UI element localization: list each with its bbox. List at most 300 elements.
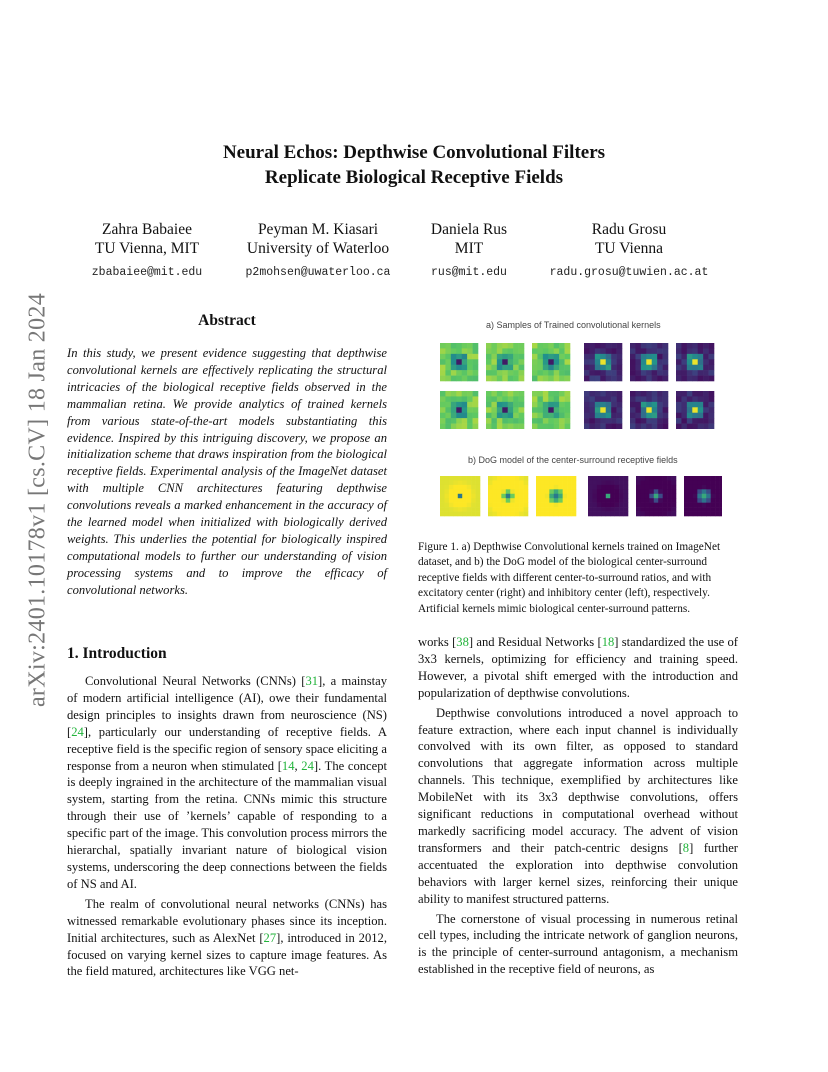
citation-link[interactable]: 24 <box>71 724 84 739</box>
dog-pixel <box>471 507 476 512</box>
dog-pixel <box>615 476 620 481</box>
kernel-pixel <box>698 370 704 376</box>
dog-pixel <box>558 480 563 485</box>
dog-pixel <box>672 489 677 494</box>
kernel-pixel <box>606 354 612 360</box>
kernel-pixel <box>641 396 647 402</box>
dog-pixel <box>524 507 529 512</box>
kernel-pixel <box>663 348 669 354</box>
kernel-pixel <box>508 418 514 424</box>
dog-pixel <box>597 512 602 517</box>
kernel-pixel <box>635 376 641 382</box>
citation-link[interactable]: 27 <box>263 930 277 945</box>
citation-link[interactable]: 31 <box>305 674 319 688</box>
citation-link[interactable]: 14 <box>281 758 295 773</box>
dog-pixel <box>654 498 659 503</box>
kernel-pixel <box>595 348 601 354</box>
kernel-pixel <box>600 418 606 424</box>
dog-pixel <box>615 489 620 494</box>
kernel-pixel <box>630 424 636 429</box>
kernel-pixel <box>508 391 514 397</box>
kernel-pixel <box>646 343 652 349</box>
dog-pixel <box>476 489 481 494</box>
kernel-pixel <box>692 370 698 376</box>
dog-pixel <box>558 494 563 499</box>
dog-pixel <box>654 489 659 494</box>
dog-pixel <box>492 480 497 485</box>
kernel-pixel <box>519 359 525 365</box>
kernel-pixel <box>473 370 479 376</box>
kernel-pixel <box>600 424 606 429</box>
kernel-pixel <box>703 365 709 371</box>
dog-pixel <box>597 507 602 512</box>
dog-pixel <box>601 476 606 481</box>
dog-pixel <box>545 507 550 512</box>
kernel-pixel <box>646 396 652 402</box>
dog-pixel <box>697 503 702 508</box>
dog-pixel <box>706 489 711 494</box>
kernel-pixel <box>606 407 612 413</box>
kernel-pixel <box>456 396 462 402</box>
dog-pixel <box>697 507 702 512</box>
dog-pixel <box>684 503 689 508</box>
dog-pixel <box>540 476 545 481</box>
kernel-pixel <box>445 402 451 408</box>
kernel-pixel <box>617 343 623 349</box>
kernel-pixel <box>486 418 492 424</box>
dog-pixel <box>458 512 463 517</box>
dog-pixel <box>654 507 659 512</box>
dog-pixel <box>519 507 524 512</box>
kernel-pixel <box>445 418 451 424</box>
dog-pixel <box>488 507 493 512</box>
dog-pixel <box>545 494 550 499</box>
dog-pixel <box>440 507 445 512</box>
dog-pixel <box>588 476 593 481</box>
kernel-pixel <box>681 407 687 413</box>
dog-pixel <box>663 485 668 490</box>
kernel-pixel <box>537 402 543 408</box>
dog-pixel <box>693 512 698 517</box>
dog-pixel <box>444 498 449 503</box>
dog-pixel <box>697 489 702 494</box>
kernel-pixel <box>451 359 457 365</box>
dog-pixel <box>693 476 698 481</box>
dog-pixel <box>592 480 597 485</box>
title-line-1: Neural Echos: Depthwise Convolutional Filters <box>222 142 606 163</box>
dog-pixel <box>554 512 559 517</box>
dog-pixel <box>440 485 445 490</box>
kernel-pixel <box>554 396 560 402</box>
kernel-pixel <box>473 391 479 397</box>
kernel-pixel <box>584 424 590 429</box>
dog-pixel <box>697 485 702 490</box>
dog-pixel <box>449 485 454 490</box>
figure-caption: Figure 1. a) Depthwise Convolutional kernels trained on ImageNet dataset, and b) the DoG model of the biological center-surround receptive fields with different center-to-surround ratios, and with excitatory center (right) and inhibitory center (left), respectively. Artificial kernels mimic biological center-surround patterns. <box>418 541 721 615</box>
kernel-pixel <box>635 402 641 408</box>
kernel-pixel <box>445 359 451 365</box>
dog-pixel <box>524 476 529 481</box>
kernel-pixel <box>456 424 462 429</box>
kernel-pixel <box>606 402 612 408</box>
kernel-pixel <box>532 407 538 413</box>
arxiv-identifier-text: arXiv:2401.10178v1 [cs.CV] 18 Jan 2024 <box>24 292 51 708</box>
dog-pixel <box>515 485 520 490</box>
dog-pixel <box>640 494 645 499</box>
dog-pixel <box>497 503 502 508</box>
dog-pixel <box>572 503 577 508</box>
kernel-pixel <box>462 402 468 408</box>
citation-link[interactable]: 8 <box>682 840 690 855</box>
dog-pixel <box>563 494 568 499</box>
kernel-pixel <box>709 365 715 371</box>
citation-link[interactable]: 38 <box>456 635 469 649</box>
kernel-pixel <box>709 413 715 419</box>
dog-pixel <box>563 503 568 508</box>
dog-pixel <box>693 498 698 503</box>
kernel-pixel <box>703 424 709 429</box>
kernel-pixel <box>600 365 606 371</box>
dog-pixel <box>649 503 654 508</box>
kernel-pixel <box>440 396 446 402</box>
kernel-pixel <box>554 418 560 424</box>
dog-pixel <box>619 476 624 481</box>
dog-pixel <box>697 498 702 503</box>
kernel-pixel <box>600 396 606 402</box>
kernel-pixel <box>440 424 446 429</box>
dog-pixel <box>624 494 629 499</box>
kernel-pixel <box>698 424 704 429</box>
kernel-pixel <box>635 343 641 349</box>
kernel-pixel <box>473 418 479 424</box>
dog-pixel <box>453 503 458 508</box>
dog-pixel <box>506 489 511 494</box>
kernel-pixel <box>462 391 468 397</box>
dog-pixel <box>649 476 654 481</box>
kernel-pixel <box>698 396 704 402</box>
dog-pixel <box>536 480 541 485</box>
kernel-pixel <box>559 370 565 376</box>
dog-pixel <box>588 498 593 503</box>
kernel-pixel <box>652 396 658 402</box>
dog-pixel <box>515 480 520 485</box>
kernel-pixel <box>652 391 658 397</box>
section-heading-introduction: 1. Introduction <box>67 645 167 662</box>
author-email[interactable]: radu.grosu@tuwien.ac.at <box>549 266 709 279</box>
kernel-pixel <box>532 343 538 349</box>
kernel-pixel <box>606 343 612 349</box>
kernel-pixel <box>497 413 503 419</box>
dog-pixel <box>684 476 689 481</box>
dog-pixel <box>467 489 472 494</box>
kernel-pixel <box>554 391 560 397</box>
kernel-pixel <box>617 396 623 402</box>
kernel-pixel <box>652 343 658 349</box>
dog-pixel <box>515 494 520 499</box>
kernel-pixel <box>617 354 623 360</box>
kernel-pixel <box>687 354 693 360</box>
dog-pixel <box>601 512 606 517</box>
kernel-pixel <box>456 402 462 408</box>
dog-pixel <box>501 512 506 517</box>
dog-pixel <box>697 494 702 499</box>
kernel-pixel <box>698 376 704 382</box>
kernel-pixel <box>486 365 492 371</box>
dog-pixel <box>554 503 559 508</box>
kernel-pixel <box>709 348 715 354</box>
dog-pixel <box>663 480 668 485</box>
kernel-pixel <box>663 359 669 365</box>
kernel-pixel <box>554 413 560 419</box>
dog-pixel <box>567 489 572 494</box>
dog-pixel <box>492 507 497 512</box>
kernel-pixel <box>543 354 549 360</box>
kernel-pixel <box>681 365 687 371</box>
kernel-pixel <box>559 359 565 365</box>
dog-pixel <box>476 480 481 485</box>
kernel-pixel <box>451 348 457 354</box>
dog-pixel <box>440 489 445 494</box>
kernel-pixel <box>532 418 538 424</box>
dog-pixel <box>462 503 467 508</box>
dog-pixel <box>488 476 493 481</box>
kernel-pixel <box>451 402 457 408</box>
dog-pixel <box>654 494 659 499</box>
kernel-pixel <box>537 413 543 419</box>
author-block <box>410 220 528 282</box>
kernel-pixel <box>537 343 543 349</box>
text-run: The cornerstone of visual processing in numerous retinal cell types, including the intricate network of ganglion neurons, is the principle of center-surround antagonism, a mechanism established in the receptive field of neurons, as <box>418 911 738 977</box>
dog-pixel <box>488 494 493 499</box>
kernel-pixel <box>543 343 549 349</box>
dog-pixel <box>567 507 572 512</box>
dog-pixel <box>684 480 689 485</box>
dog-pixel <box>545 498 550 503</box>
dog-pixel <box>488 489 493 494</box>
dog-pixel <box>471 503 476 508</box>
kernel-pixel <box>559 343 565 349</box>
dog-pixel <box>619 485 624 490</box>
dog-pixel <box>667 489 672 494</box>
kernel-pixel <box>497 365 503 371</box>
dog-pixel <box>515 512 520 517</box>
kernel-pixel <box>646 413 652 419</box>
dog-pixel <box>506 507 511 512</box>
dog-pixel <box>663 494 668 499</box>
dog-pixel <box>549 512 554 517</box>
dog-pixel <box>554 507 559 512</box>
kernel-pixel <box>681 370 687 376</box>
kernel-pixel <box>486 348 492 354</box>
kernel-pixel <box>565 348 571 354</box>
kernel-pixel <box>692 424 698 429</box>
kernel-pixel <box>467 376 473 382</box>
kernel-pixel <box>606 391 612 397</box>
dog-pixel <box>471 485 476 490</box>
kernel-pixel <box>584 402 590 408</box>
dog-pixel <box>588 494 593 499</box>
kernel-pixel <box>554 354 560 360</box>
dog-pixel <box>610 512 615 517</box>
kernel-pixel <box>589 391 595 397</box>
citation-link[interactable]: 24 <box>301 758 314 773</box>
dog-pixel <box>510 480 515 485</box>
dog-pixel <box>471 480 476 485</box>
kernel-pixel <box>456 348 462 354</box>
kernel-pixel <box>502 418 508 424</box>
kernel-pixel <box>491 370 497 376</box>
dog-pixel <box>588 485 593 490</box>
dog-pixel <box>554 498 559 503</box>
dog-pixel <box>540 494 545 499</box>
dog-pixel <box>715 489 720 494</box>
dog-pixel <box>702 485 707 490</box>
kernel-pixel <box>657 365 663 371</box>
kernel-pixel <box>508 407 514 413</box>
kernel-pixel <box>681 402 687 408</box>
kernel-pixel <box>513 348 519 354</box>
kernel-pixel <box>606 418 612 424</box>
dog-pixel <box>597 489 602 494</box>
kernel-pixel <box>611 354 617 360</box>
dog-pixel <box>549 480 554 485</box>
kernel-pixel <box>502 370 508 376</box>
kernel-pixel <box>595 370 601 376</box>
dog-pixel <box>444 512 449 517</box>
dog-pixel <box>688 489 693 494</box>
kernel-pixel <box>532 424 538 429</box>
kernel-pixel <box>548 407 554 413</box>
kernel-pixel <box>548 343 554 349</box>
author-email[interactable]: p2mohsen@uwaterloo.ca <box>245 266 391 279</box>
dog-pixel <box>462 498 467 503</box>
kernel-pixel <box>589 407 595 413</box>
dog-pixel <box>501 476 506 481</box>
dog-pixel <box>453 498 458 503</box>
kernel-pixel <box>537 370 543 376</box>
kernel-pixel <box>467 354 473 360</box>
kernel-pixel <box>532 402 538 408</box>
dog-pixel <box>645 485 650 490</box>
dog-pixel <box>624 489 629 494</box>
dog-pixel <box>663 476 668 481</box>
dog-pixel <box>524 503 529 508</box>
dog-pixel <box>549 503 554 508</box>
kernel-pixel <box>502 376 508 382</box>
kernel-pixel <box>559 396 565 402</box>
kernel-pixel <box>456 343 462 349</box>
kernel-pixel <box>663 343 669 349</box>
dog-pixel <box>501 503 506 508</box>
kernel-pixel <box>611 413 617 419</box>
dog-pixel <box>545 480 550 485</box>
dog-pixel <box>610 498 615 503</box>
kernel-pixel <box>537 407 543 413</box>
kernel-pixel <box>554 424 560 429</box>
kernel-pixel <box>584 391 590 397</box>
kernel-pixel <box>611 396 617 402</box>
dog-pixel <box>588 489 593 494</box>
dog-pixel <box>567 498 572 503</box>
kernel-pixel <box>595 343 601 349</box>
dog-pixel <box>624 476 629 481</box>
dog-pixel <box>615 494 620 499</box>
dog-pixel <box>506 498 511 503</box>
citation-link[interactable]: 18 <box>601 635 615 649</box>
dog-pixel <box>540 489 545 494</box>
kernel-pixel <box>519 343 525 349</box>
kernel-pixel <box>681 359 687 365</box>
abstract-text: In this study, we present evidence suggesting that depthwise convolutional kernels are effectively replicating the structural intricacies of the biological receptive fields observed in the mammalian retina. We provide analytics of trained kernels from various state-of-the-art models substantiating this evidence. Inspired by this intriguing discovery, we propose an initialization scheme that draws inspiration from the biological receptive fields. Experimental analysis of the ImageNet dataset with multiple CNN architectures featuring depthwise convolutions reveals a marked enhancement in the accuracy of the learned model when initialized with biologically derived weights. This underlies the potential for biologically inspired computational models to further our understanding of vision processing systems and to improve the efficacy of convolutional networks. <box>67 346 387 597</box>
dog-pixel <box>558 507 563 512</box>
kernel-pixel <box>513 402 519 408</box>
kernel-pixel <box>445 391 451 397</box>
dog-pixel <box>606 498 611 503</box>
kernel-pixel <box>462 418 468 424</box>
kernel-pixel <box>548 402 554 408</box>
kernel-pixel <box>617 413 623 419</box>
dog-pixel <box>601 507 606 512</box>
kernel-pixel <box>519 407 525 413</box>
kernel-pixel <box>451 376 457 382</box>
kernel-pixel <box>687 376 693 382</box>
author-email[interactable]: rus@mit.edu <box>431 266 507 279</box>
dog-pixel <box>636 512 641 517</box>
dog-pixel <box>471 476 476 481</box>
dog-pixel <box>702 498 707 503</box>
kernel-pixel <box>543 407 549 413</box>
dog-pixel <box>449 494 454 499</box>
dog-pixel <box>449 498 454 503</box>
dog-pixel <box>440 503 445 508</box>
text-run: ], introduced in 2012, focused on varying kernel sizes to capture image features. As the field matured, architectures like VGG net- <box>67 930 387 979</box>
kernel-pixel <box>641 359 647 365</box>
kernel-pixel <box>486 343 492 349</box>
dog-pixel <box>601 503 606 508</box>
dog-pixel <box>545 476 550 481</box>
paragraph <box>67 896 387 981</box>
dog-pixel <box>453 494 458 499</box>
kernel-pixel <box>595 418 601 424</box>
kernel-pixel <box>519 418 525 424</box>
dog-pixel <box>510 494 515 499</box>
author-email[interactable]: zbabaiee@mit.edu <box>91 266 203 279</box>
kernel-pixel <box>611 424 617 429</box>
dog-pixel <box>467 494 472 499</box>
dog-pixel <box>572 498 577 503</box>
kernel-pixel <box>687 343 693 349</box>
kernel-pixel <box>703 391 709 397</box>
kernel-pixel <box>532 359 538 365</box>
kernel-pixel <box>709 343 715 349</box>
kernel-pixel <box>635 359 641 365</box>
text-run: The realm of convolutional neural networks (CNNs) has witnessed remarkable evolutionary phases since its inception. Initial architectures, such as AlexNet [ <box>67 896 387 945</box>
kernel-pixel <box>584 365 590 371</box>
dog-pixel <box>540 507 545 512</box>
dog-pixel <box>440 476 445 481</box>
kernel-pixel <box>676 418 682 424</box>
kernel-pixel <box>676 359 682 365</box>
dog-pixel <box>563 480 568 485</box>
kernel-pixel <box>543 376 549 382</box>
kernel-pixel <box>681 413 687 419</box>
kernel-pixel <box>681 396 687 402</box>
dog-pixel <box>636 494 641 499</box>
dog-pixel <box>497 485 502 490</box>
dog-pixel <box>606 485 611 490</box>
kernel-pixel <box>703 407 709 413</box>
kernel-pixel <box>652 413 658 419</box>
